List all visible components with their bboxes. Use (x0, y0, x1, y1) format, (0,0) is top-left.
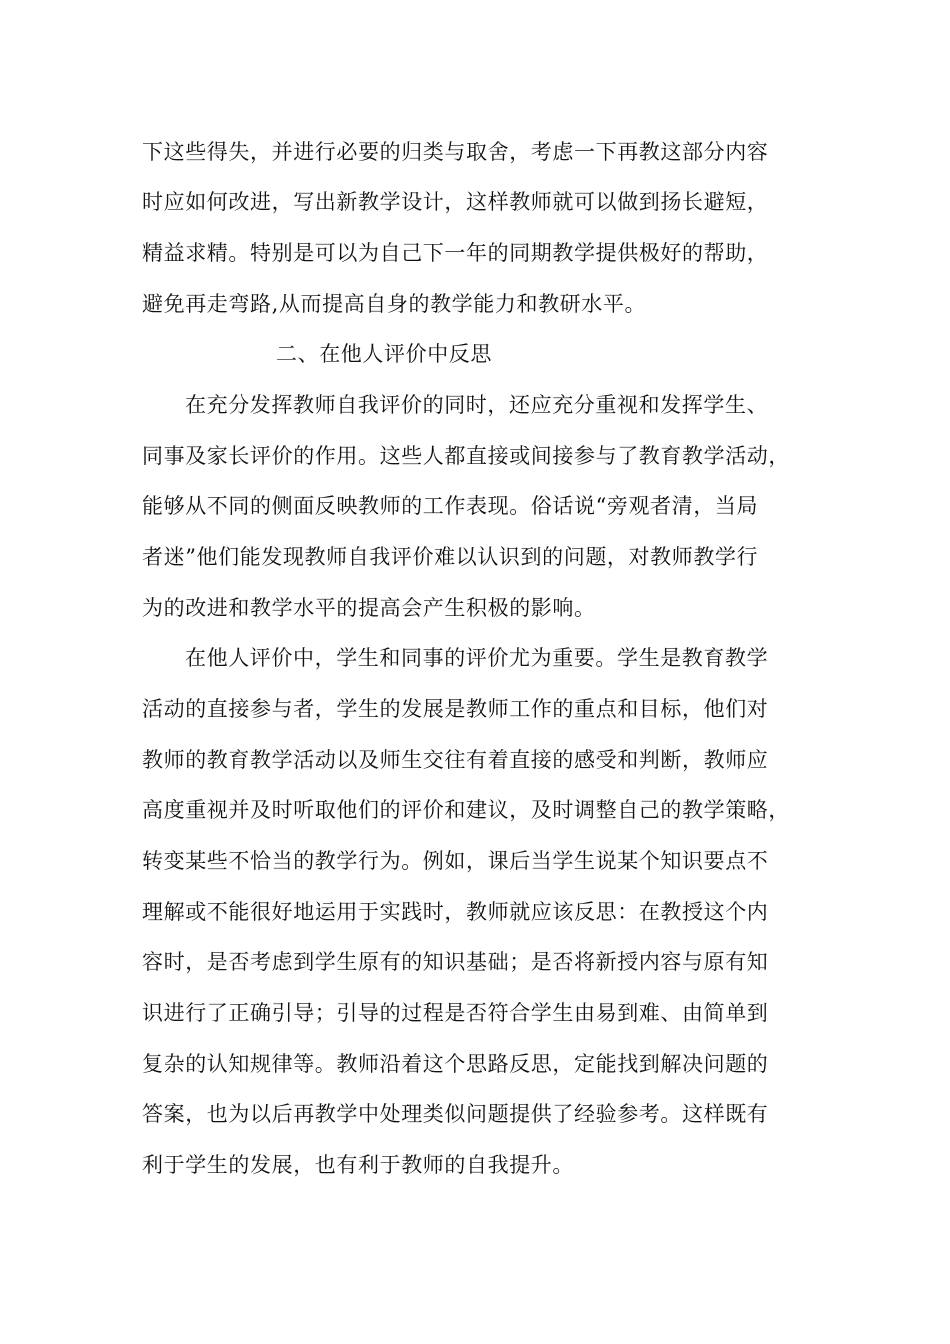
text-line-8: 能够从不同的侧面反映教师的工作表现。俗话说“旁观者清，当局 (142, 494, 759, 518)
text-line-3: 精益求精。特别是可以为自己下一年的同期教学提供极好的帮助， (142, 241, 769, 265)
text-line-18: 识进行了正确引导；引导的过程是否符合学生由易到难、由简单到 (142, 1001, 769, 1025)
text-line-14: 高度重视并及时听取他们的评价和建议，及时调整自己的教学策略， (142, 798, 790, 822)
text-line-10: 为的改进和教学水平的提高会产生积极的影响。 (142, 596, 596, 620)
text-line-13: 教师的教育教学活动以及师生交往有着直接的感受和判断，教师应 (142, 748, 769, 772)
text-line-19: 复杂的认知规律等。教师沿着这个思路反思，定能找到解决问题的 (142, 1052, 769, 1076)
text-line-17: 容时，是否考虑到学生原有的知识基础；是否将新授内容与原有知 (142, 950, 769, 974)
text-line-12: 活动的直接参与者，学生的发展是教师工作的重点和目标，他们对 (142, 697, 769, 721)
text-line-15: 转变某些不恰当的教学行为。例如，课后当学生说某个知识要点不 (142, 849, 769, 873)
section-heading: 二、在他人评价中反思 (276, 342, 492, 366)
text-line-21: 利于学生的发展，也有利于教师的自我提升。 (142, 1153, 574, 1177)
text-line-1: 下这些得失，并进行必要的归类与取舍，考虑一下再教这部分内容 (142, 140, 769, 164)
text-line-2: 时应如何改进，写出新教学设计，这样教师就可以做到扬长避短， (142, 190, 769, 214)
text-line-4: 避免再走弯路,从而提高自身的教学能力和教研水平。 (142, 292, 647, 316)
text-line-20: 答案，也为以后再教学中处理类似问题提供了经验参考。这样既有 (142, 1102, 769, 1126)
text-line-9: 者迷”他们能发现教师自我评价难以认识到的问题，对教师教学行 (142, 545, 759, 569)
text-line-16: 理解或不能很好地运用于实践时，教师就应该反思：在教授这个内 (142, 900, 769, 924)
text-line-6: 在充分发挥教师自我评价的同时，还应充分重视和发挥学生、 (185, 393, 769, 417)
text-line-7: 同事及家长评价的作用。这些人都直接或间接参与了教育教学活动， (142, 444, 790, 468)
text-line-11: 在他人评价中，学生和同事的评价尤为重要。学生是教育教学 (185, 646, 769, 670)
